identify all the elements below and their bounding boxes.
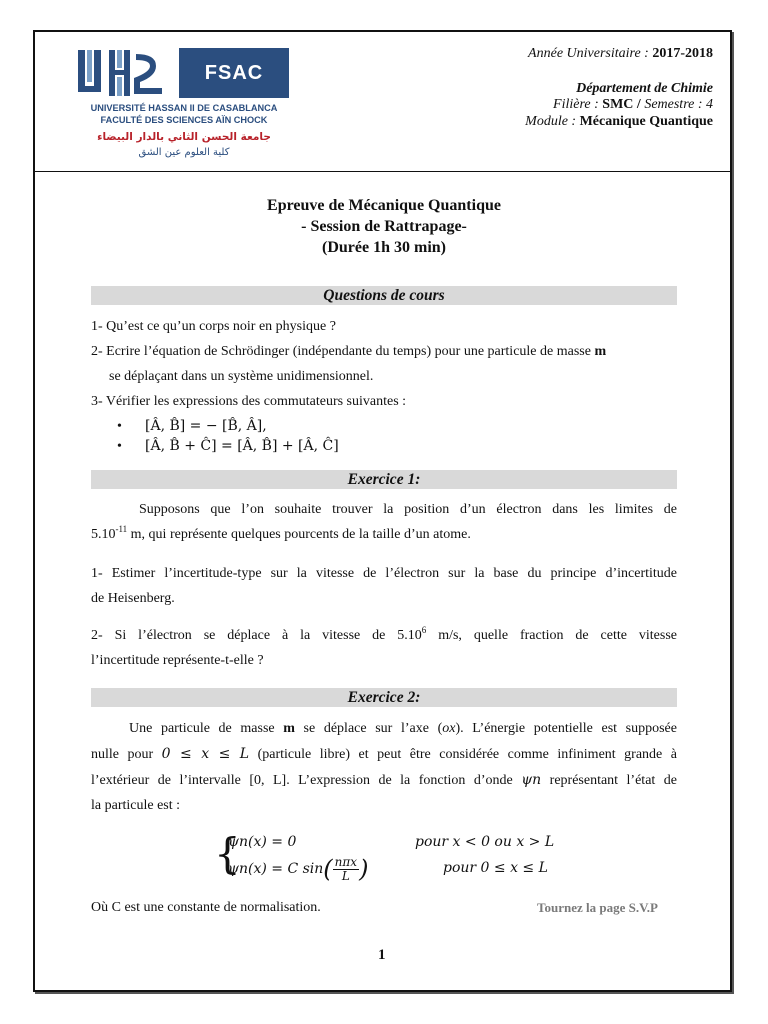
equation-2-rhs: pour 0 ≤ x ≤ L — [443, 860, 548, 876]
ex1-question-1-line-1: 1- Estimer l’incertitude-type sur la vitesse de l’électron sur la base du principe d’incertitude — [91, 566, 677, 581]
arabic-university-name: جامعة الحسن الثاني بالدار البيضاء — [97, 131, 271, 143]
ex1-paragraph-1-line-1: Supposons que l’on souhaite trouver la position d’un électron dans les limites de — [139, 502, 677, 517]
university-logo — [78, 45, 290, 165]
arabic-faculty-name: كلية العلوم عين الشق — [138, 147, 230, 158]
module: Module : Mécanique Quantique — [525, 114, 713, 129]
ex1-question-2-line-2: l’incertitude représente-t-elle ? — [91, 653, 264, 668]
academic-year: Année Universitaire : 2017-2018 — [528, 46, 713, 61]
ex2-line-4: la particule est : — [91, 798, 181, 813]
commutator-2: [Â, B̂ + Ĉ] = [Â, B̂] + [Â, Ĉ] — [145, 438, 339, 454]
department: Département de Chimie — [576, 81, 713, 96]
university-name: UNIVERSITÉ HASSAN II DE CASABLANCA — [90, 103, 278, 113]
bullet-icon: • — [117, 439, 122, 454]
equation-1-rhs: pour x < 0 ou x > L — [415, 834, 555, 850]
question-2-continued: se déplaçant dans un système unidimensionnel. — [109, 369, 374, 384]
uh2c-logo-icon — [78, 48, 168, 98]
section-heading-ex2: Exercice 2: — [91, 688, 677, 707]
page-number: 1 — [378, 947, 386, 963]
equation-2-lhs: ψn(x) = C sin( $\frac{\text{nπx}}{L}$ ) — [228, 854, 369, 883]
question-1: 1- Qu’est ce qu’un corps noir en physique ? — [91, 319, 336, 334]
normalization-note: Où C est une constante de normalisation. — [91, 900, 321, 915]
section-heading-ex1: Exercice 1: — [91, 470, 677, 489]
ex2-line-3: l’extérieur de l’intervalle [0, L]. L’expression de la fonction d’onde ψn représentant l’état de — [91, 772, 677, 788]
equation-2-fraction: $\frac{\text{nπx}}{L}$ — [334, 854, 358, 883]
equation-brace-icon: { — [214, 829, 241, 878]
ex2-line-1: Une particule de masse m se déplace sur l’axe (ox). L’énergie potentielle est supposée — [129, 721, 677, 736]
question-3: 3- Vérifier les expressions des commutateurs suivantes : — [91, 394, 407, 409]
section-heading-cours: Questions de cours — [91, 286, 677, 305]
equation-1-lhs: ψn(x) = 0 — [228, 834, 297, 850]
faculty-name: FACULTÉ DES SCIENCES AÏN CHOCK — [100, 115, 268, 125]
question-2: 2- Ecrire l’équation de Schrödinger (indépendante du temps) pour une particule de masse m — [91, 344, 607, 359]
fsac-badge: FSAC — [179, 48, 289, 98]
exam-duration: (Durée 1h 30 min) — [322, 239, 446, 256]
ex1-question-2-line-1: 2- Si l’électron se déplace à la vitesse de 5.10$^6$ m/s, quelle fraction de cette vitesse — [91, 625, 677, 643]
exam-title: Epreuve de Mécanique Quantique — [267, 197, 501, 214]
ex2-line-2: nulle pour 0 ≤ x ≤ L (particule libre) et peut être considérée comme infiniment grande à — [91, 746, 677, 762]
header-divider — [33, 171, 732, 172]
filiere-semestre: Filière : SMC / Semestre : 4 — [553, 97, 713, 112]
turn-page-note: Tournez la page S.V.P — [537, 900, 658, 915]
commutator-1: [Â, B̂] = − [B̂, Â], — [145, 418, 267, 434]
exam-session: - Session de Rattrapage- — [301, 218, 467, 235]
ex1-question-1-line-2: de Heisenberg. — [91, 591, 175, 606]
bullet-icon: • — [117, 419, 122, 434]
ex1-paragraph-1-line-2: $5.10^{-11}$ m, qui représente quelques pourcents de la taille d’un atome. — [91, 524, 471, 542]
